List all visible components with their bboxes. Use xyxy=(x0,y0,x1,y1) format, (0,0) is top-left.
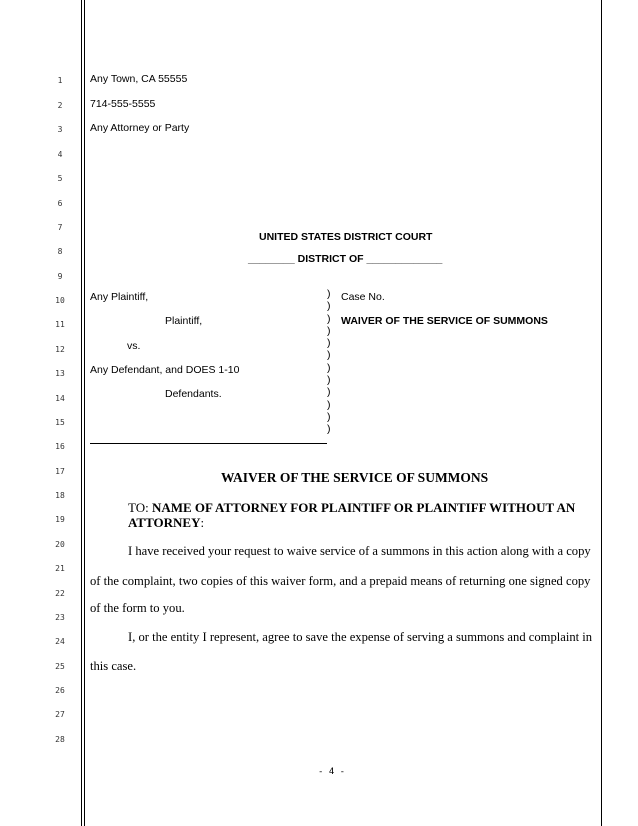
line-number: 18 xyxy=(55,491,65,500)
line-number: 23 xyxy=(55,613,65,622)
line-number: 15 xyxy=(55,418,65,427)
line-number: 9 xyxy=(57,272,63,281)
line-number: 25 xyxy=(55,662,65,671)
line-number: 27 xyxy=(55,710,65,719)
left-margin-rule-inner xyxy=(84,0,85,826)
line-number: 17 xyxy=(55,467,65,476)
caption-paren: ) xyxy=(327,361,331,374)
caption-paren: ) xyxy=(327,312,331,325)
paragraph-1-line-1: I have received your request to waive service of a summons in this action along with a copy xyxy=(128,544,591,558)
line-number: 2 xyxy=(57,101,63,110)
attorney-address: Any Town, CA 55555 xyxy=(90,73,188,85)
attorney-name: Any Attorney or Party xyxy=(90,122,190,134)
line-number: 20 xyxy=(55,540,65,549)
document-title-caption: WAIVER OF THE SERVICE OF SUMMONS xyxy=(341,315,548,327)
caption-paren: ) xyxy=(327,349,331,362)
line-number: 8 xyxy=(57,247,63,256)
paragraph-2-line-1: I, or the entity I represent, agree to save the expense of serving a summons and complaint in xyxy=(128,630,593,644)
caption-paren: ) xyxy=(327,398,331,411)
page-number: - 4 - xyxy=(318,767,346,777)
court-district: ________ DISTRICT OF _____________ xyxy=(248,253,443,265)
caption-paren: ) xyxy=(327,288,331,300)
line-number: 5 xyxy=(57,174,63,183)
line-number: 6 xyxy=(57,199,63,208)
line-number: 22 xyxy=(55,589,65,598)
line-number: 21 xyxy=(55,564,65,573)
line-number: 12 xyxy=(55,345,65,354)
attorney-phone: 714-555-5555 xyxy=(90,98,156,110)
addressee-line-2 xyxy=(128,515,204,531)
caption-paren: ) xyxy=(327,410,331,423)
paragraph-2-line-2: this case. xyxy=(90,659,137,673)
versus-label: vs. xyxy=(127,340,141,352)
addressee-colon: : xyxy=(200,515,205,530)
paragraph-1-line-3: of the form to you. xyxy=(90,601,185,615)
case-number-label: Case No. xyxy=(341,291,385,303)
caption-parentheses xyxy=(327,288,331,436)
line-number: 24 xyxy=(55,637,65,646)
body-title: WAIVER OF THE SERVICE OF SUMMONS xyxy=(221,470,489,485)
plaintiff-role: Plaintiff, xyxy=(165,315,203,327)
defendant-role: Defendants. xyxy=(165,388,222,400)
caption-paren: ) xyxy=(327,386,331,399)
caption-paren: ) xyxy=(327,324,331,337)
addressee-name: NAME OF ATTORNEY FOR PLAINTIFF OR PLAINTIFF WITHOUT AN xyxy=(151,500,576,515)
line-number: 3 xyxy=(57,125,63,134)
paragraph-1-line-2: of the complaint, two copies of this waiver form, and a prepaid means of returning one signed copy xyxy=(90,574,591,588)
plaintiff-name: Any Plaintiff, xyxy=(90,291,149,303)
addressee-line-1 xyxy=(128,500,575,516)
defendant-name: Any Defendant, and DOES 1-10 xyxy=(90,364,240,376)
line-number: 16 xyxy=(55,442,65,451)
to-prefix: TO: xyxy=(128,500,152,515)
line-number: 7 xyxy=(57,223,63,232)
left-margin-rule-outer xyxy=(81,0,82,826)
line-number: 11 xyxy=(55,320,65,329)
court-name: UNITED STATES DISTRICT COURT xyxy=(259,231,433,243)
line-number: 28 xyxy=(55,735,65,744)
caption-paren: ) xyxy=(327,337,331,350)
line-number: 10 xyxy=(55,296,65,305)
caption-paren: ) xyxy=(327,300,331,313)
caption-paren: ) xyxy=(327,423,331,436)
line-number: 1 xyxy=(57,76,63,85)
caption-underline xyxy=(90,443,327,444)
line-number: 13 xyxy=(55,369,65,378)
addressee-name-cont: ATTORNEY xyxy=(128,515,201,530)
line-number: 26 xyxy=(55,686,65,695)
line-number: 4 xyxy=(57,150,63,159)
line-number: 14 xyxy=(55,394,65,403)
right-margin-rule xyxy=(601,0,602,826)
line-number: 19 xyxy=(55,515,65,524)
caption-paren: ) xyxy=(327,374,331,387)
